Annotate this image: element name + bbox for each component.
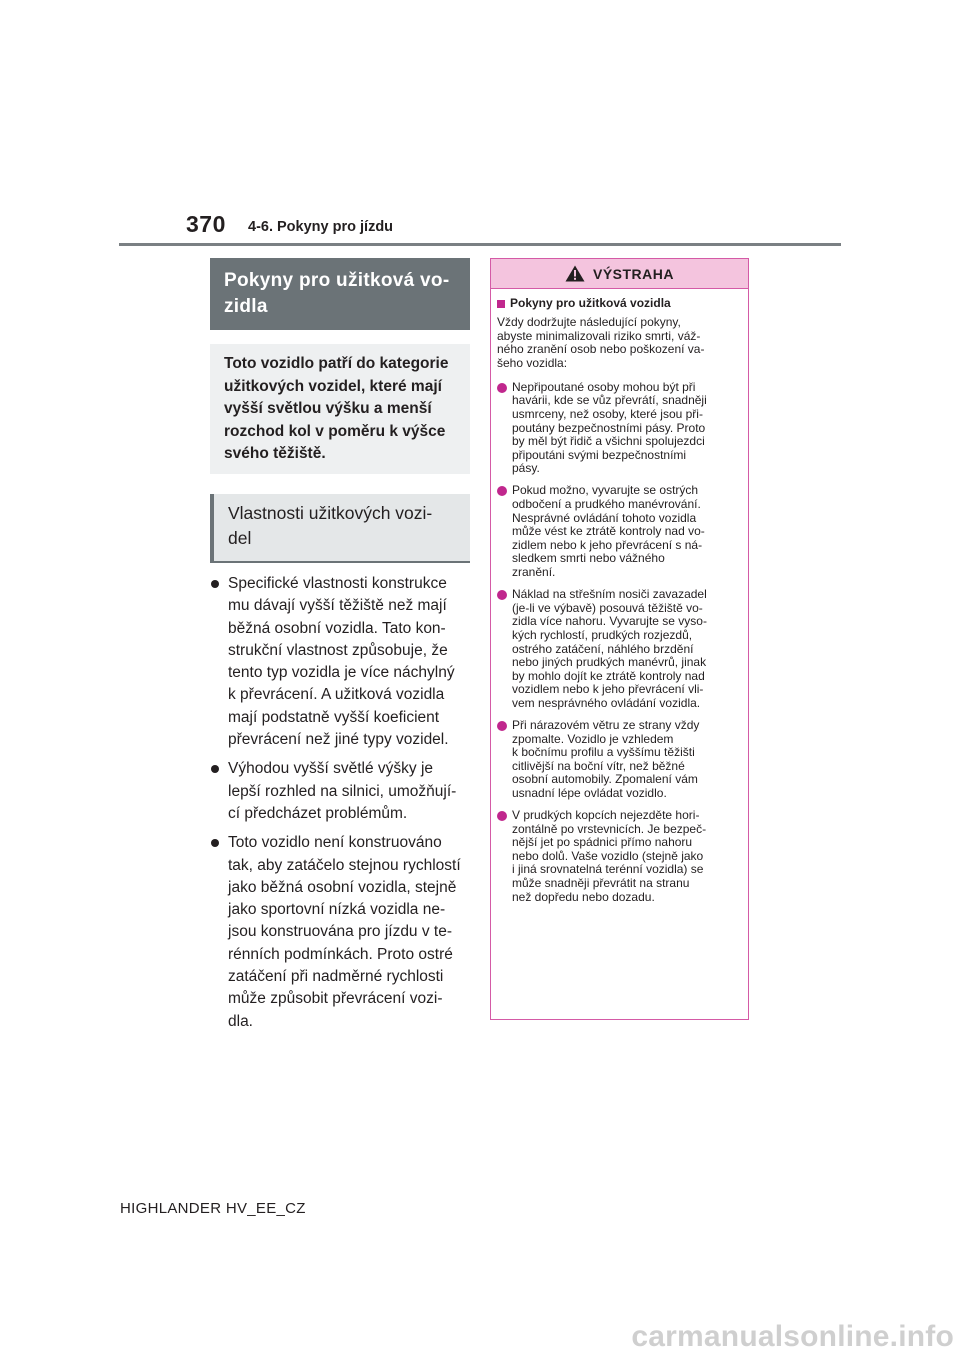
sub-heading [210, 494, 470, 563]
warning-body [491, 289, 748, 904]
warning-box [490, 258, 749, 1020]
list-item [497, 588, 743, 710]
intro-text: Toto vozidlo patří do kategorie užitkových vozidel, které mají vyšší světlou výšku a menší rozchod kol v poměru k výšce svého těžiště. [224, 355, 449, 462]
circle-bullet-icon [497, 811, 507, 821]
watermark[interactable]: carmanualsonline.info [631, 1320, 954, 1353]
list-item [210, 573, 470, 751]
bullet-list [210, 573, 470, 1033]
bullet-text: Výhodou vyšší světlé výšky je lepší rozhled na silnici, umožňují- cí předcházet problémům. [228, 760, 457, 822]
circle-bullet-icon [497, 383, 507, 393]
warning-intro: Vždy dodržujte následující pokyny, abyste minimalizovali riziko smrti, váž- ného zranění osob nebo poškození va- šeho vozidla: [497, 315, 705, 371]
warning-list [497, 381, 743, 904]
list-item [497, 809, 743, 904]
page-number: 370 [186, 211, 226, 237]
warning-header [491, 259, 748, 289]
warning-subheading-text: Pokyny pro užitková vozidla [510, 296, 671, 310]
warning-item-text: V prudkých kopcích nejezděte hori- zontálně po vrstevnicích. Je bezpeč- nější jet po spádnici přímo nahoru nebo dolů. Vaše vozidlo (stejně jako i jiná srovnatelná terénní vozidla) se může snadněji převrátit na stranu než dopředu nebo dozadu. [512, 808, 707, 904]
warning-item-text: Při nárazovém větru ze strany vždy zpomalte. Vozidlo je vzhledem k bočnímu profilu a vyššímu těžišti citlivější na boční vítr, než běžné osobní automobily. Zpomalení vám usnadní lépe ovládat vozidlo. [512, 717, 700, 800]
main-heading-text: Pokyny pro užitková vo- zidla [224, 270, 450, 317]
section-title: 4-6. Pokyny pro jízdu [248, 219, 394, 235]
main-heading [210, 258, 470, 330]
list-item [210, 758, 470, 825]
bullet-text: Specifické vlastnosti konstrukce mu dávají vyšší těžiště než mají běžná osobní vozidla. Tato kon- strukční vlastnost způsobuje, že tento typ vozidla je více náchylný k převrácení. A užitková vozidla mají podstatně vyšší koeficient převrácení než jiné typy vozidel. [228, 575, 455, 749]
warning-subheading [497, 296, 743, 311]
circle-bullet-icon [497, 721, 507, 731]
page-header [0, 0, 960, 250]
intro-box [210, 344, 470, 474]
list-item [210, 832, 470, 1033]
list-item [497, 381, 743, 476]
left-column [210, 258, 470, 1049]
list-item [497, 484, 743, 579]
circle-bullet-icon [497, 486, 507, 496]
warning-item-text: Pokud možno, vyvarujte se ostrých odbočení a prudkého manévrování. Nesprávné ovládání tohoto vozidla může vést ke ztrátě kontroly nad vo- zidlem nebo k jeho převrácení s ná- sledkem smrti nebo vážného zranění. [512, 483, 705, 580]
warning-title: VÝSTRAHA [592, 265, 674, 282]
bullet-text: Toto vozidlo není konstruováno tak, aby zatáčelo stejnou rychlostí jako běžná osobní vozidla, stejně jako sportovní nízká vozidla ne- jsou konstruována pro jízdu v te- rénních podmínkách. Proto ostré zatáčení při nadměrné rychlosti může způsobit převrácení vozi- dla. [228, 834, 461, 1030]
bullet-dot-icon [211, 765, 219, 773]
circle-bullet-icon [497, 590, 507, 600]
list-item [497, 719, 743, 801]
bullet-dot-icon [211, 839, 219, 847]
warning-item-text: Nepřipoutané osoby mohou být při havárii, kde se vůz převrátí, snadněji usmrceny, než osoby, které jsou při- poutány bezpečnostními pásy. Proto by měl být řidič a všichni spolujezdci připoutáni svými bezpečnostními pásy. [512, 379, 707, 476]
sub-heading-text: Vlastnosti užitkových vozi- del [228, 503, 433, 548]
header-rule [119, 243, 841, 246]
bullet-dot-icon [211, 580, 219, 588]
footer-model: HIGHLANDER HV_EE_CZ [120, 1200, 306, 1217]
warning-triangle-icon [565, 265, 585, 282]
square-bullet-icon [497, 300, 505, 308]
warning-item-text: Náklad na střešním nosiči zavazadel (je-li ve výbavě) posouvá těžiště vo- zidla více nahoru. Vyvarujte se vyso- kých rychlostí, prudkých rozjezdů, ostrého zatáčení, náhlého brzdění nebo jiných prudkých manévrů, jinak by mohlo dojít ke ztrátě kontroly nad vozidlem nebo k jeho převrácení vli- vem nesprávného ovládání vozidla. [512, 587, 707, 710]
